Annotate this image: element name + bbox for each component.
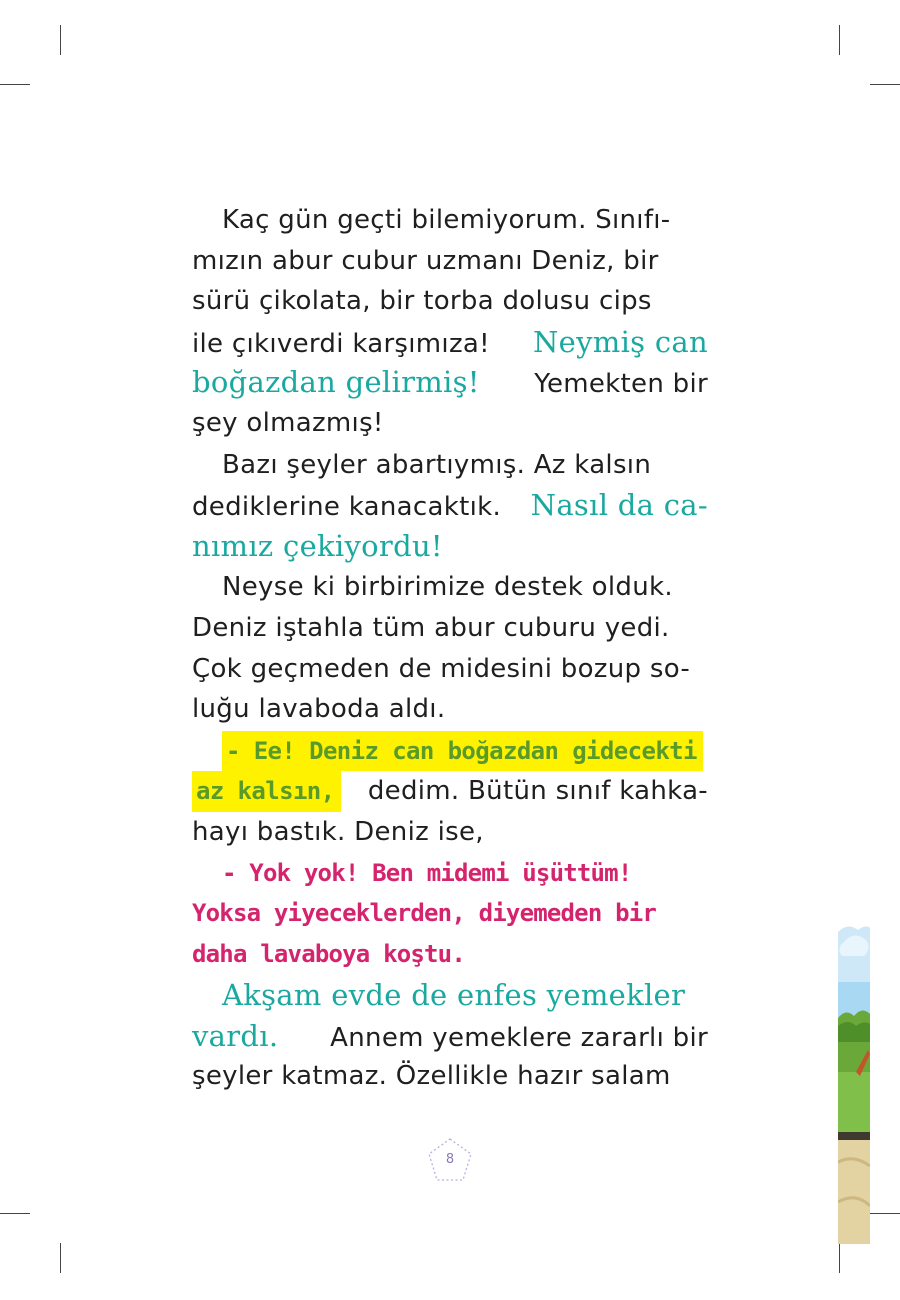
text-line xyxy=(192,649,708,690)
text-line xyxy=(192,362,708,403)
dialogue-highlighted: az kalsın, xyxy=(192,771,341,812)
text-line xyxy=(192,893,708,934)
text-run: hayı bastık. Deniz ise, xyxy=(192,816,484,847)
dialogue-highlighted: - Ee! Deniz can boğazdan gidecekti xyxy=(222,731,703,772)
crop-mark-bottom-left-horizontal xyxy=(0,1213,30,1214)
text-run: sürü çikolata, bir torba dolusu cips xyxy=(192,286,652,317)
text-run: Çok geçmeden de midesini bozup so- xyxy=(192,653,691,684)
text-line xyxy=(192,445,708,486)
emphasis-teal: vardı. xyxy=(192,1018,279,1053)
text-run: Annem yemeklere zararlı bir xyxy=(330,1022,708,1053)
text-line xyxy=(192,403,708,444)
text-run: mızın abur cubur uzmanı Deniz, bir xyxy=(192,245,659,276)
emphasis-teal: Nasıl da ca- xyxy=(530,488,708,523)
page-number: 8 xyxy=(445,1152,455,1167)
text-run: şeyler katmaz. Özellikle hazır salam xyxy=(192,1061,671,1092)
dialogue-pink: - Yok yok! Ben midemi üşüttüm! xyxy=(222,858,632,887)
crop-mark-bottom-left-vertical xyxy=(60,1243,61,1273)
text-line xyxy=(192,812,708,853)
text-line xyxy=(192,1016,708,1057)
emphasis-teal: boğazdan gelirmiş! xyxy=(192,365,480,400)
text-line xyxy=(192,485,708,526)
text-line xyxy=(192,689,708,730)
landscape-illustration-icon xyxy=(838,922,870,1244)
page-number-badge xyxy=(426,1136,474,1184)
text-line xyxy=(192,241,708,282)
crop-mark-top-right-horizontal xyxy=(870,84,900,85)
dialogue-pink: daha lavaboya koştu. xyxy=(192,939,465,968)
crop-mark-top-left-vertical xyxy=(60,25,61,55)
text-line xyxy=(192,731,708,772)
text-line xyxy=(192,526,708,567)
crop-mark-top-left-horizontal xyxy=(0,84,30,85)
text-line xyxy=(192,200,708,241)
emphasis-teal: nımız çekiyordu! xyxy=(192,528,443,563)
text-run: Bazı şeyler abartıymış. Az kalsın xyxy=(222,449,652,480)
edge-illustration xyxy=(838,922,870,1244)
text-run: luğu lavaboda aldı. xyxy=(192,694,446,725)
text-run: Kaç gün geçti bilemiyorum. Sınıfı- xyxy=(222,205,671,235)
text-line xyxy=(192,853,708,894)
text-run: dediklerine kanacaktık. xyxy=(192,492,502,523)
crop-mark-bottom-right-vertical xyxy=(839,1243,840,1273)
page-text xyxy=(192,200,708,1097)
text-line xyxy=(192,281,708,322)
text-run: ile çıkıverdi karşımıza! xyxy=(192,328,490,359)
text-run: şey olmazmış! xyxy=(192,407,384,438)
text-run: dedim. Bütün sınıf kahka- xyxy=(367,776,708,807)
text-line xyxy=(192,934,708,975)
crop-mark-top-right-vertical xyxy=(839,25,840,55)
text-run: Yemekten bir xyxy=(534,369,708,400)
emphasis-teal: Akşam evde de enfes yemekler xyxy=(222,978,686,1013)
crop-mark-bottom-right-horizontal xyxy=(870,1213,900,1214)
dialogue-pink: Yoksa yiyeceklerden, diyemeden bir xyxy=(192,899,657,928)
text-line xyxy=(192,975,708,1016)
text-line xyxy=(192,567,708,608)
text-line xyxy=(192,322,708,363)
text-run: Neyse ki birbirimize destek olduk. xyxy=(222,572,673,603)
text-line xyxy=(192,608,708,649)
emphasis-teal: Neymiş can xyxy=(532,324,708,359)
text-run: Deniz iştahla tüm abur cuburu yedi. xyxy=(192,612,670,643)
text-line xyxy=(192,771,708,812)
text-line xyxy=(192,1056,708,1097)
